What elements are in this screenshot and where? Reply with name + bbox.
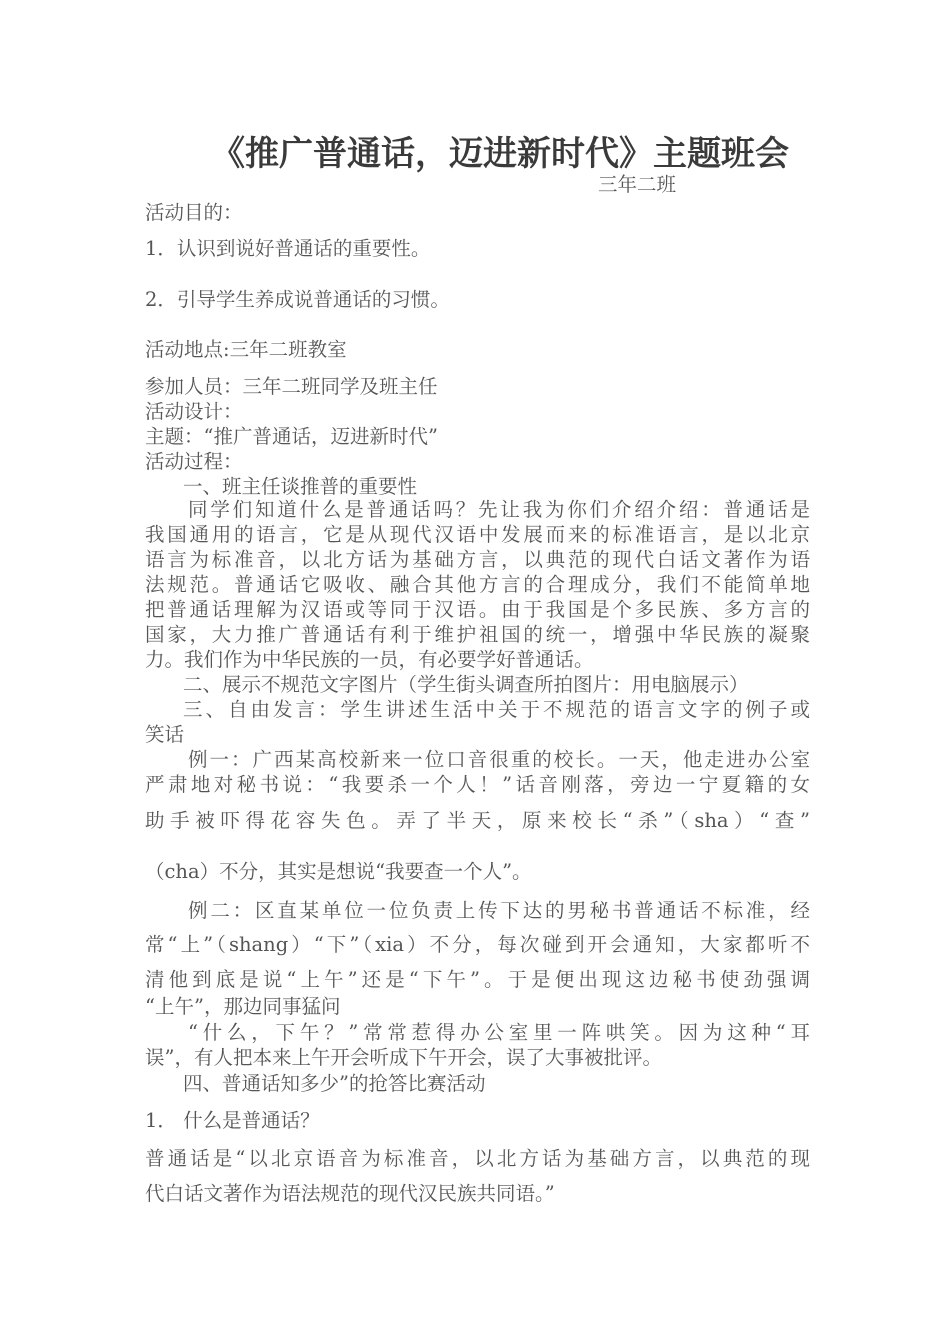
text-line: 同学们知道什么是普通话吗？先让我为你们介绍介绍：普通话是 <box>188 498 810 521</box>
text-line: 笑话 <box>145 723 185 746</box>
text-line: 活动目的： <box>145 201 243 224</box>
text-line: 活动地点:三年二班教室 <box>145 338 347 361</box>
section-heading: 三、自由发言：学生讲述生活中关于不规范的语言文字的例子或 <box>183 698 810 721</box>
text-line: 活动设计： <box>145 400 243 423</box>
text-line: 语言为标准音，以北方话为基础方言，以典范的现代白话文著作为语 <box>145 548 810 571</box>
section-heading: 四、普通话知多少”的抢答比赛活动 <box>183 1072 486 1095</box>
text-line: 常“上”（shang）“下”（xia）不分，每次碰到开会通知，大家都听不 <box>145 933 810 956</box>
text-line: “什么，下午？”常常惹得办公室里一阵哄笑。因为这种“耳 <box>188 1021 810 1044</box>
text-line: 参加人员：三年二班同学及班主任 <box>145 375 438 398</box>
text-line: （cha）不分，其实是想说“我要查一个人”。 <box>145 860 532 883</box>
question-line: 1． 什么是普通话？ <box>145 1109 320 1132</box>
text-line: 严肃地对秘书说：“我要杀一个人！”话音刚落，旁边一宁夏籍的女 <box>145 773 810 796</box>
text-line: 国家，大力推广普通话有利于维护祖国的统一，增强中华民族的凝聚 <box>145 623 810 646</box>
text-line: 力。我们作为中华民族的一员，有必要学好普通话。 <box>145 648 594 671</box>
section-heading: 一、班主任谈推普的重要性 <box>183 475 418 498</box>
text-line: 主题：“推广普通话，迈进新时代” <box>145 425 438 448</box>
section-heading: 二、展示不规范文字图片（学生街头调查所拍图片：用电脑展示） <box>183 673 749 696</box>
text-line: 误”，有人把本来上午开会听成下午开会，误了大事被批评。 <box>145 1046 662 1069</box>
text-line: 1．认识到说好普通话的重要性。 <box>145 237 431 260</box>
text-line: 例一：广西某高校新来一位口音很重的校长。一天，他走进办公室 <box>188 748 810 771</box>
text-line: 代白话文著作为语法规范的现代汉民族共同语。” <box>145 1182 555 1205</box>
text-line: 助手被吓得花容失色。弄了半天，原来校长“杀”（sha）“查” <box>145 809 810 832</box>
text-line: 活动过程： <box>145 450 243 473</box>
document-title: 《推广普通话，迈进新时代》主题班会 <box>211 134 789 174</box>
text-line: 例二：区直某单位一位负责上传下达的男秘书普通话不标准，经 <box>188 899 810 922</box>
class-name: 三年二班 <box>598 173 677 196</box>
text-line: 我国通用的语言，它是从现代汉语中发展而来的标准语言，是以北京 <box>145 523 810 546</box>
text-line: 把普通话理解为汉语或等同于汉语。由于我国是个多民族、多方言的 <box>145 598 810 621</box>
text-line: 清他到底是说“上午”还是“下午”。于是便出现这边秘书使劲强调 <box>145 968 810 991</box>
text-line: 普通话是“以北京语音为标准音，以北方话为基础方言，以典范的现 <box>145 1147 810 1170</box>
text-line: 法规范。普通话它吸收、融合其他方言的合理成分，我们不能简单地 <box>145 573 810 596</box>
text-line: 2．引导学生养成说普通话的习惯。 <box>145 288 450 311</box>
text-line: “上午”，那边同事猛问 <box>145 995 341 1018</box>
